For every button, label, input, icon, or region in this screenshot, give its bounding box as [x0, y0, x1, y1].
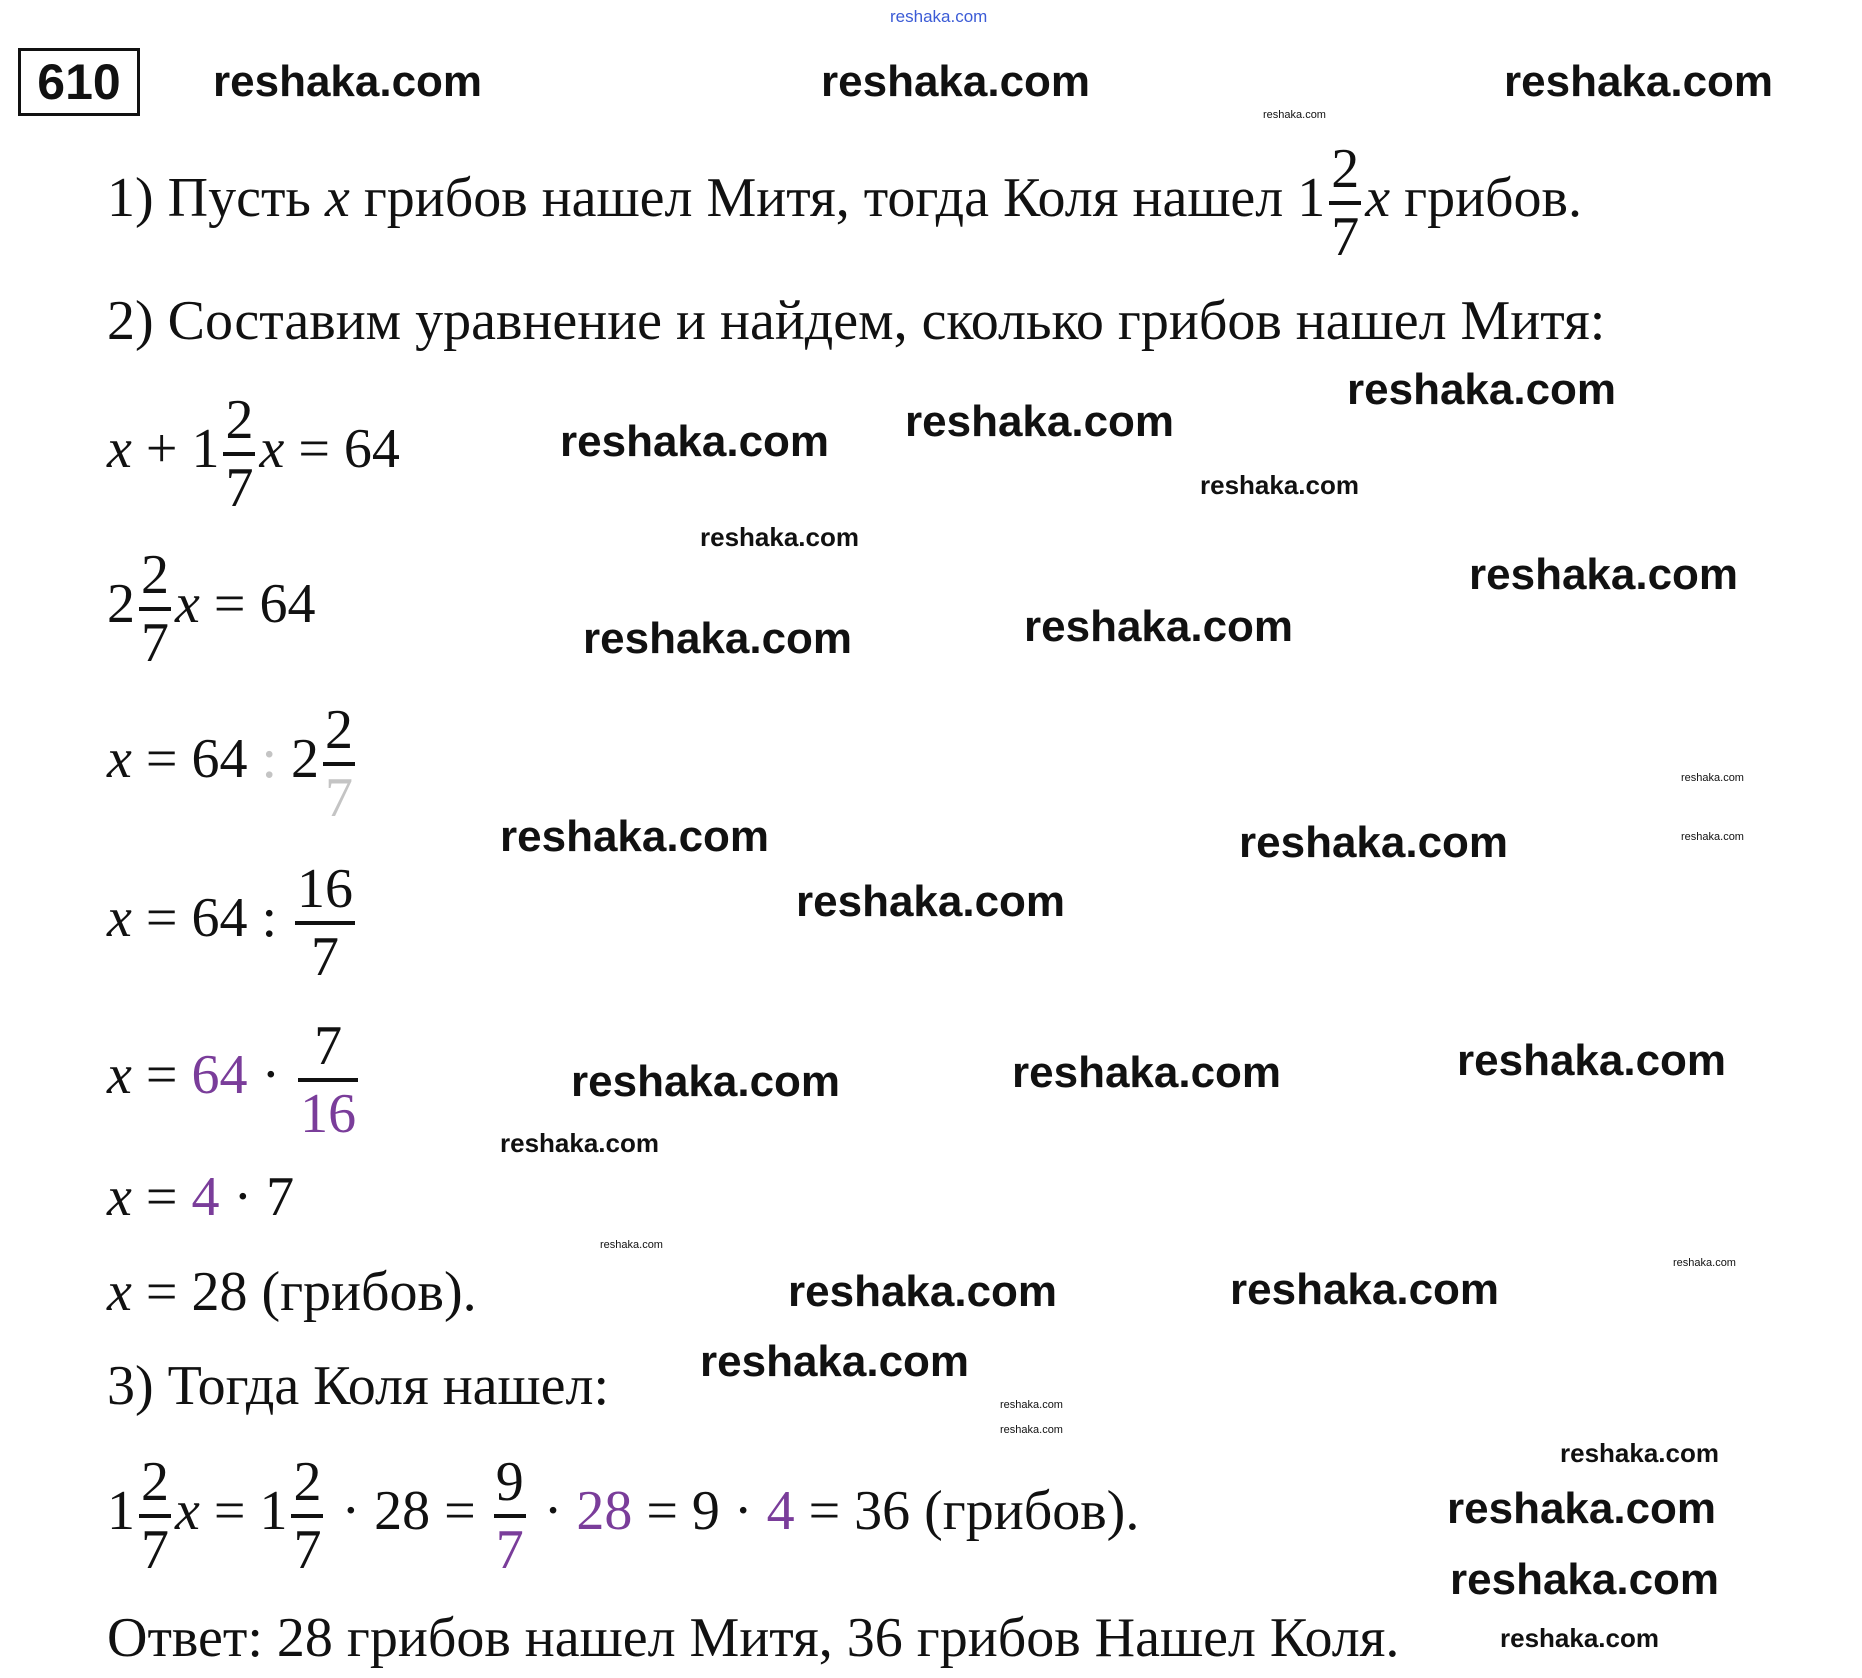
watermark: reshaka.com	[1024, 602, 1294, 651]
denominator: 7	[1331, 206, 1360, 268]
fraction	[298, 1015, 358, 1145]
watermark: reshaka.com	[1673, 1257, 1736, 1269]
equals: =	[145, 886, 178, 949]
watermark: reshaka.com	[788, 1267, 1058, 1316]
denominator: 7	[293, 1519, 322, 1581]
watermark: reshaka.com	[1347, 365, 1617, 414]
rest: · 7	[233, 1166, 295, 1229]
denominator: 7	[141, 1519, 169, 1581]
watermark: reshaka.com	[796, 877, 1066, 926]
fraction	[223, 389, 255, 519]
watermark: reshaka.com	[1263, 109, 1326, 121]
operator: :	[261, 727, 278, 790]
part: · 28 =	[341, 1479, 476, 1542]
part: ·	[543, 1479, 563, 1542]
watermark: reshaka.com	[1000, 1399, 1063, 1411]
whole: 1	[1297, 166, 1326, 229]
variable: x	[107, 417, 132, 480]
variable: x	[107, 727, 132, 790]
fraction	[494, 1451, 526, 1581]
answer: Ответ: 28 грибов нашел Митя, 36 грибов Нашел Коля.	[107, 1607, 1400, 1670]
text: 1) Пусть	[107, 166, 311, 229]
numerator: 16	[295, 861, 355, 925]
value: 64	[191, 727, 248, 790]
problem-number: 610	[18, 48, 140, 116]
step-2: 2) Составим уравнение и найдем, сколько грибов нашел Митя:	[107, 290, 1606, 353]
fraction	[1329, 138, 1361, 268]
watermark: reshaka.com	[500, 1128, 659, 1158]
value: 64	[191, 886, 248, 949]
variable: x	[259, 417, 285, 480]
operator: :	[261, 886, 278, 949]
equation-2	[107, 544, 316, 674]
watermark: reshaka.com	[500, 812, 770, 861]
numerator: 9	[494, 1454, 526, 1518]
text: грибов нашел Митя, тогда Коля нашел	[363, 166, 1284, 229]
watermark: reshaka.com	[890, 7, 988, 26]
watermark: reshaka.com	[821, 57, 1091, 106]
fraction	[323, 699, 355, 829]
part: = 36 (грибов).	[808, 1479, 1140, 1542]
denominator: 16	[300, 1083, 357, 1145]
value-highlighted: 28	[576, 1479, 633, 1542]
numerator: 2	[139, 547, 171, 611]
variable: x	[107, 1166, 132, 1229]
denominator: 7	[311, 926, 340, 988]
watermark: reshaka.com	[700, 1337, 970, 1386]
variable: x	[324, 166, 350, 229]
fraction	[139, 544, 171, 674]
value-highlighted: 4	[191, 1166, 220, 1229]
part: = 9 ·	[646, 1479, 753, 1542]
watermark: reshaka.com	[1450, 1555, 1720, 1604]
watermark: reshaka.com	[1504, 57, 1774, 106]
numerator: 2	[223, 392, 255, 456]
variable: x	[1365, 166, 1391, 229]
whole: 1	[107, 1479, 135, 1542]
numerator: 2	[291, 1454, 323, 1518]
variable: x	[107, 886, 132, 949]
watermark: reshaka.com	[1012, 1048, 1282, 1097]
watermark: reshaka.com	[571, 1057, 841, 1106]
watermark: reshaka.com	[1500, 1623, 1659, 1653]
equals: =	[145, 1166, 178, 1229]
variable: x	[175, 1479, 200, 1542]
watermark: reshaka.com	[600, 1239, 663, 1251]
text: грибов.	[1404, 166, 1582, 229]
watermark: reshaka.com	[1560, 1438, 1719, 1468]
equation-3	[107, 699, 359, 829]
watermark: reshaka.com	[700, 522, 859, 552]
watermark: reshaka.com	[1681, 772, 1744, 784]
numerator: 2	[323, 702, 355, 766]
variable: x	[107, 1261, 132, 1324]
watermark: reshaka.com	[1230, 1265, 1500, 1314]
equation-6	[107, 1167, 294, 1229]
watermark: reshaka.com	[905, 397, 1175, 446]
watermark: reshaka.com	[1457, 1036, 1727, 1085]
rhs: = 64	[213, 572, 316, 635]
numerator: 2	[1329, 141, 1361, 205]
denominator: 7	[225, 457, 254, 519]
equation-7	[107, 1262, 477, 1324]
numerator: 7	[298, 1018, 358, 1082]
fraction	[139, 1451, 171, 1581]
equation-8	[107, 1451, 1140, 1581]
numerator: 2	[139, 1454, 171, 1518]
variable: x	[175, 572, 200, 635]
value-highlighted: 4	[766, 1479, 795, 1542]
whole: 2	[107, 572, 135, 635]
value-highlighted: 64	[191, 1043, 248, 1106]
part: = 1	[213, 1479, 288, 1542]
watermark: reshaka.com	[560, 417, 830, 466]
watermark: reshaka.com	[583, 614, 853, 663]
whole: 1	[191, 417, 220, 480]
variable: x	[107, 1043, 132, 1106]
equals: =	[145, 727, 178, 790]
watermark: reshaka.com	[1681, 831, 1744, 843]
fraction	[291, 1451, 323, 1581]
equation-5	[107, 1015, 362, 1145]
denominator: 7	[495, 1519, 524, 1581]
watermark: reshaka.com	[1469, 550, 1739, 599]
operator: ·	[261, 1043, 281, 1106]
rest: = 28 (грибов).	[145, 1261, 477, 1324]
equation-4	[107, 858, 359, 988]
step-1	[107, 138, 1582, 268]
equation-1	[107, 389, 400, 519]
step-3: 3) Тогда Коля нашел:	[107, 1355, 610, 1418]
watermark: reshaka.com	[1200, 470, 1359, 500]
watermark: reshaka.com	[1000, 1424, 1063, 1436]
denominator: 7	[141, 612, 169, 674]
rhs: = 64	[298, 417, 400, 480]
watermark: reshaka.com	[1239, 818, 1509, 867]
whole: 2	[291, 727, 320, 790]
denominator: 7	[325, 767, 354, 829]
plus: +	[145, 417, 178, 480]
watermark: reshaka.com	[213, 57, 483, 106]
watermark: reshaka.com	[1447, 1484, 1717, 1533]
equals: =	[145, 1043, 178, 1106]
fraction	[295, 858, 355, 988]
